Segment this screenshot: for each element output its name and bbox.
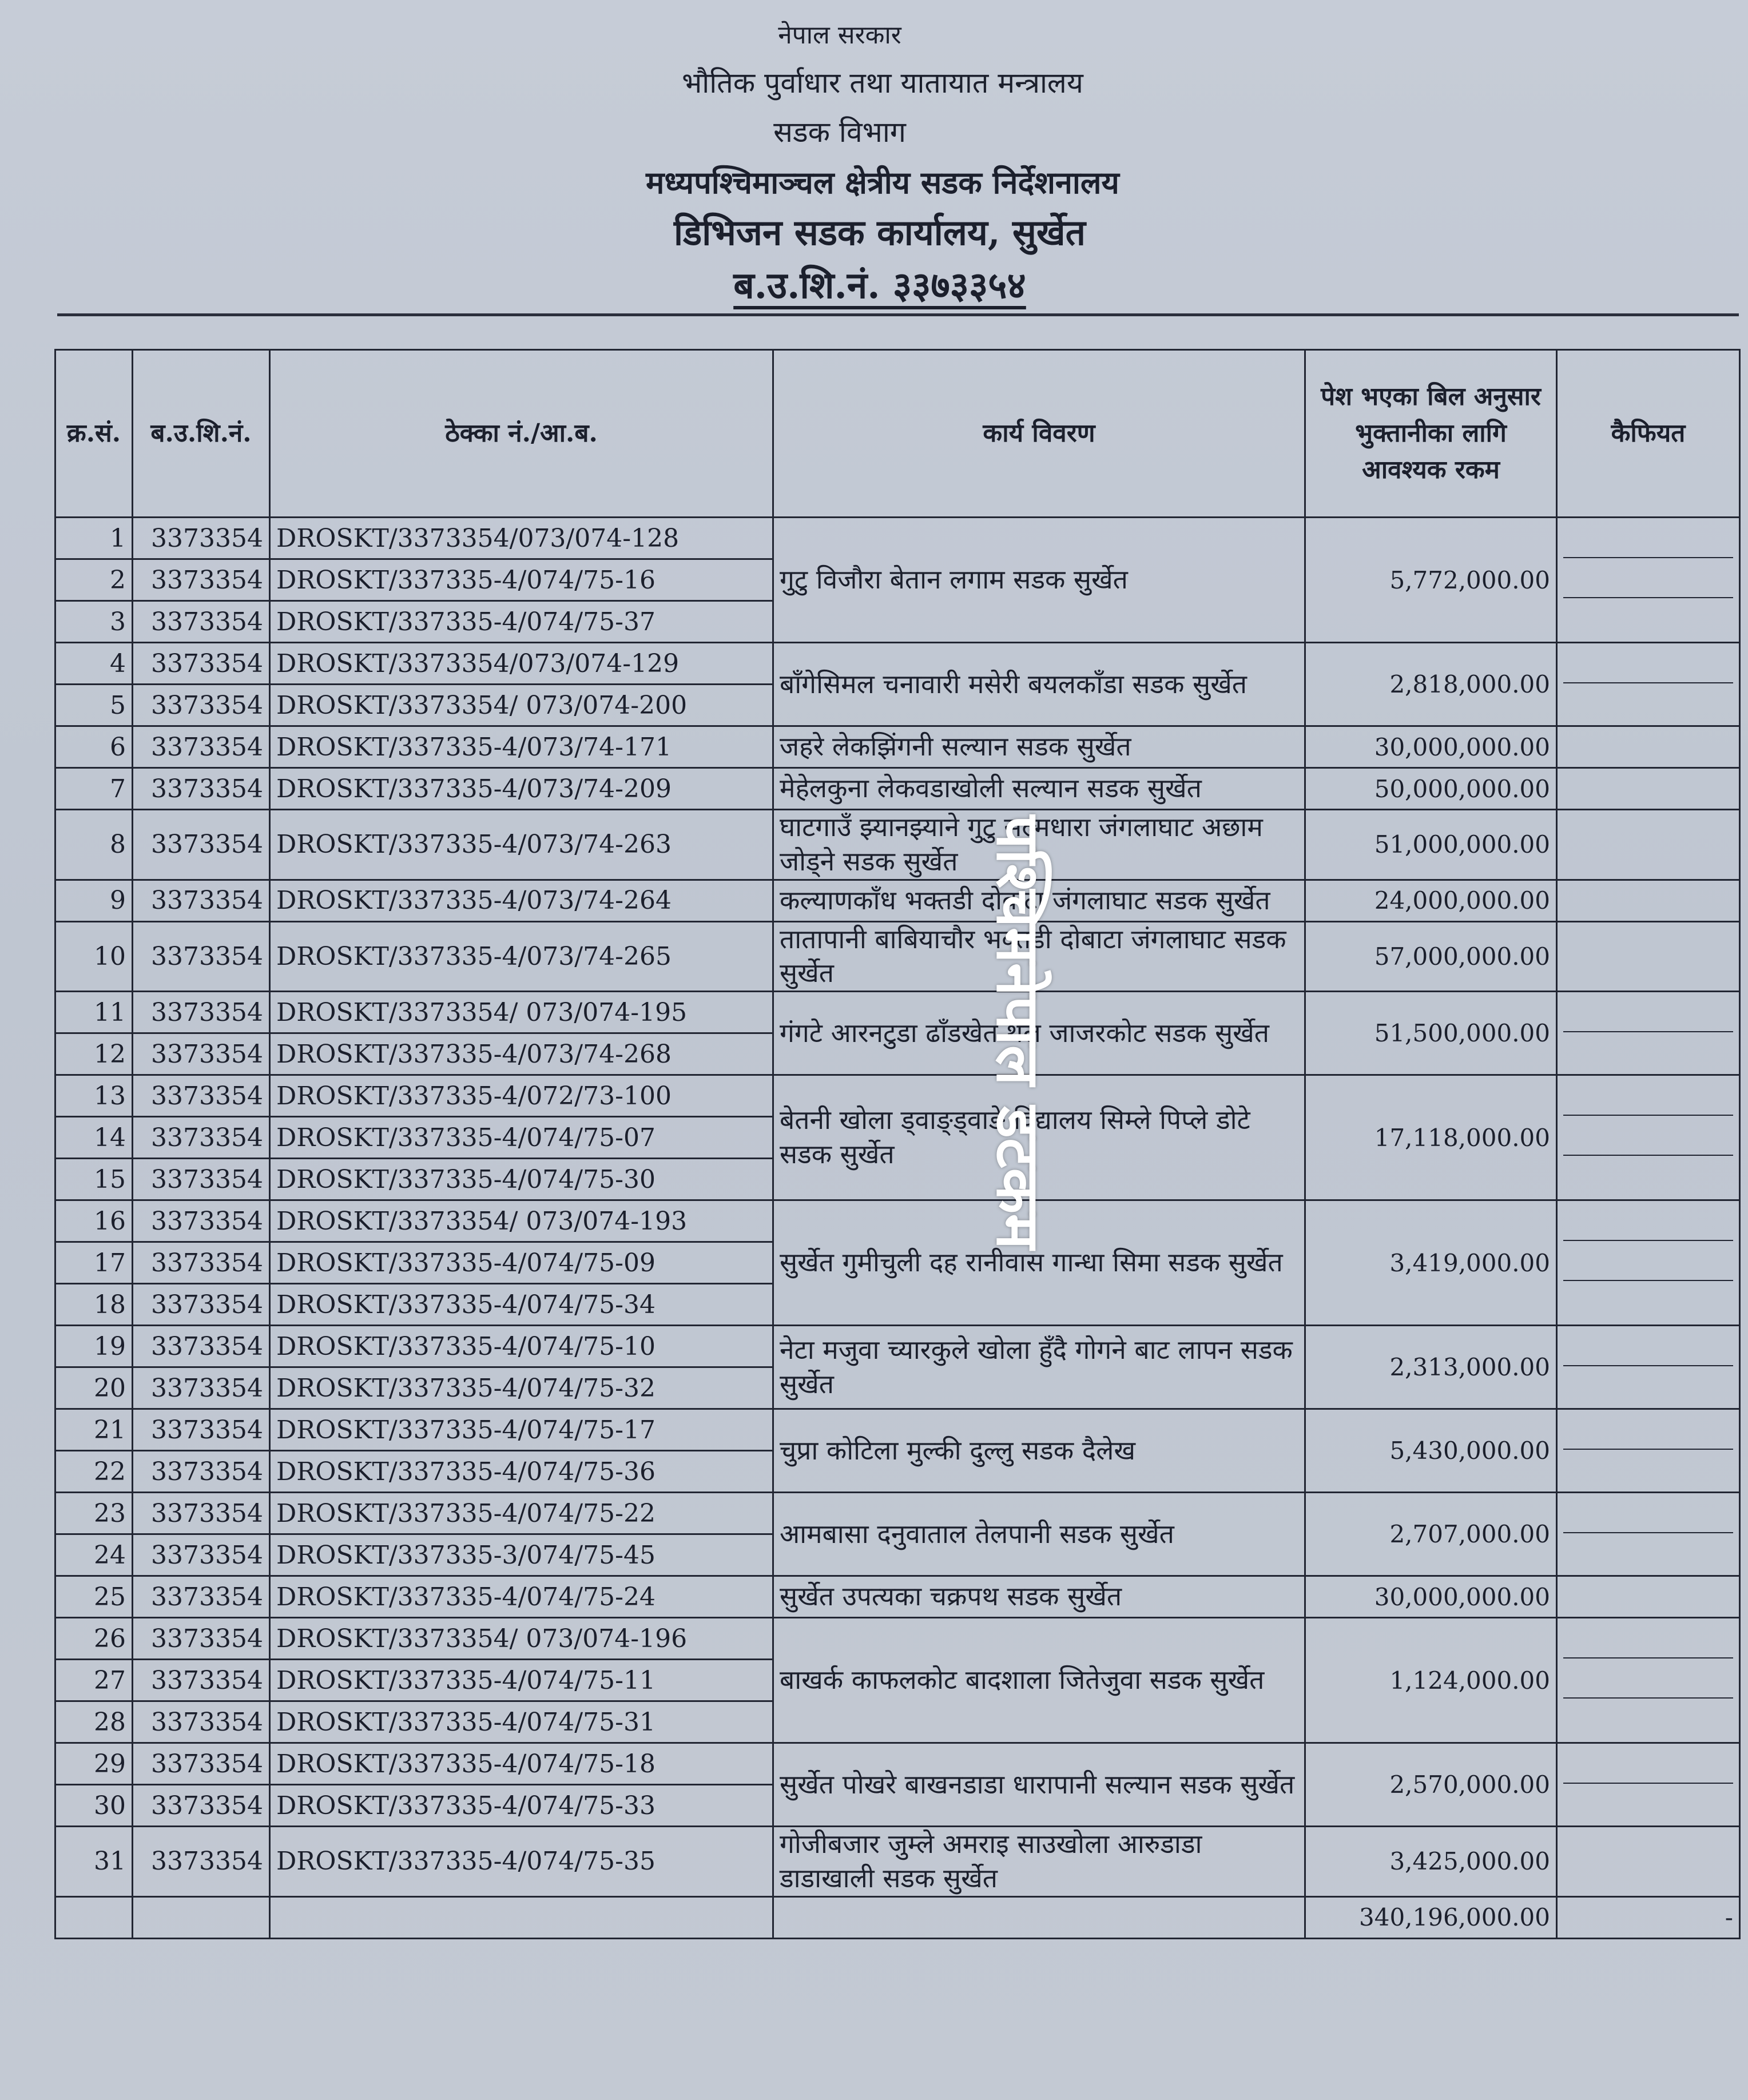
remarks-subcell <box>1563 1116 1733 1156</box>
contract-number-cell: DROSKT/337335-4/073/74-264 <box>270 880 773 921</box>
budget-code-cell: 3373354 <box>133 1701 270 1743</box>
table-row <box>55 768 1740 810</box>
remarks-cell <box>1557 921 1740 992</box>
work-description-cell: आमबासा दनुवाताल तेलपानी सडक सुर्खेत <box>773 1493 1305 1576</box>
remarks-cell <box>1557 1743 1740 1827</box>
header-divider <box>57 313 1739 316</box>
remarks-cell <box>1557 880 1740 921</box>
serial-number-cell: 18 <box>55 1284 133 1326</box>
serial-number-cell: 4 <box>55 643 133 685</box>
budget-code-cell: 3373354 <box>133 768 270 810</box>
amount-cell: 51,500,000.00 <box>1305 992 1557 1075</box>
header-contract-number: ठेक्का नं./आ.ब. <box>270 350 773 518</box>
contract-number-cell: DROSKT/337335-4/072/73-100 <box>270 1075 773 1117</box>
remarks-cell <box>1557 1326 1740 1409</box>
work-description-cell: बाँगेसिमल चनावारी मसेरी बयलकाँडा सडक सुर्खेत <box>773 643 1305 726</box>
amount-cell: 2,313,000.00 <box>1305 1326 1557 1409</box>
serial-number-cell: 31 <box>55 1827 133 1897</box>
remarks-subcell <box>1563 1699 1733 1739</box>
contract-number-cell: DROSKT/337335-4/073/74-265 <box>270 921 773 992</box>
table-row <box>55 1743 1740 1785</box>
work-description-cell: सुर्खेत उपत्यका चक्रपथ सडक सुर्खेत <box>773 1576 1305 1618</box>
header-budget-code: ब.उ.शि.नं. ३३७३३५४ <box>733 264 1026 307</box>
amount-cell: 3,425,000.00 <box>1305 1827 1557 1897</box>
budget-code-cell: 3373354 <box>133 1033 270 1075</box>
amount-cell: 3,419,000.00 <box>1305 1200 1557 1326</box>
work-description-cell: सुर्खेत पोखरे बाखनडाडा धारापानी सल्यान सडक सुर्खेत <box>773 1743 1305 1827</box>
budget-code-cell: 3373354 <box>133 1326 270 1367</box>
remarks-cell <box>1557 518 1740 643</box>
budget-code-cell: 3373354 <box>133 1284 270 1326</box>
serial-number-cell: 25 <box>55 1576 133 1618</box>
budget-code-cell: 3373354 <box>133 1493 270 1534</box>
work-description-cell: घाटगाउँ झ्यानझ्याने गुटु सल्मधारा जंगलाघाट अछाम जोड्ने सडक सुर्खेत <box>773 810 1305 880</box>
table-row <box>55 1409 1740 1451</box>
remarks-subcell <box>1563 1076 1733 1116</box>
work-description-cell: जहरे लेकझिंगनी सल्यान सडक सुर्खेत <box>773 726 1305 768</box>
budget-code-cell: 3373354 <box>133 1200 270 1242</box>
contract-number-cell: DROSKT/3373354/ 073/074-195 <box>270 992 773 1033</box>
serial-number-cell: 27 <box>55 1660 133 1701</box>
table-row <box>55 726 1740 768</box>
work-description-cell: गंगटे आरनटुडा ढाँडखेत थल जाजरकोट सडक सुर्खेत <box>773 992 1305 1075</box>
serial-number-cell: 10 <box>55 921 133 992</box>
remarks-cell <box>1557 768 1740 810</box>
header-department: सडक विभाग <box>773 116 906 149</box>
budget-code-cell: 3373354 <box>133 810 270 880</box>
header-serial-number: क्र.सं. <box>55 350 133 518</box>
table-row <box>55 810 1740 880</box>
budget-code-cell: 3373354 <box>133 1075 270 1117</box>
budget-code-cell: 3373354 <box>133 1618 270 1660</box>
header-government: नेपाल सरकार <box>778 21 901 50</box>
table-row <box>55 880 1740 921</box>
header-amount: पेश भएका बिल अनुसार भुक्तानीका लागि आवश्यक रकम <box>1305 350 1557 518</box>
remarks-subcell <box>1563 683 1733 723</box>
serial-number-cell: 15 <box>55 1159 133 1200</box>
payment-table <box>54 349 1741 1939</box>
remarks-subcell <box>1563 810 1733 850</box>
remarks-subcell <box>1563 643 1733 683</box>
contract-number-cell: DROSKT/337335-4/074/75-33 <box>270 1785 773 1827</box>
work-description-cell: गोजीबजार जुम्ले अमराइ साउखोला आरुडाडा डाडाखाली सडक सुर्खेत <box>773 1827 1305 1897</box>
budget-code-cell: 3373354 <box>133 685 270 726</box>
serial-number-cell: 28 <box>55 1701 133 1743</box>
table-row <box>55 1827 1740 1897</box>
table-row <box>55 1075 1740 1117</box>
serial-number-cell: 5 <box>55 685 133 726</box>
serial-number-cell: 7 <box>55 768 133 810</box>
remarks-subcell <box>1563 1366 1733 1406</box>
amount-cell: 17,118,000.00 <box>1305 1075 1557 1200</box>
table-row <box>55 1576 1740 1618</box>
budget-code-cell: 3373354 <box>133 1660 270 1701</box>
remarks-subcell <box>1563 1281 1733 1321</box>
table-body <box>55 518 1740 1897</box>
header-directorate: मध्यपश्चिमाञ्चल क्षेत्रीय सडक निर्देशनालय <box>646 164 1119 201</box>
amount-cell: 30,000,000.00 <box>1305 726 1557 768</box>
serial-number-cell: 16 <box>55 1200 133 1242</box>
header-budget-code: ब.उ.शि.नं. <box>133 350 270 518</box>
budget-code-cell: 3373354 <box>133 921 270 992</box>
contract-number-cell: DROSKT/337335-4/074/75-31 <box>270 1701 773 1743</box>
serial-number-cell: 26 <box>55 1618 133 1660</box>
serial-number-cell: 22 <box>55 1451 133 1493</box>
serial-number-cell: 8 <box>55 810 133 880</box>
remarks-subcell <box>1563 769 1733 809</box>
amount-cell: 50,000,000.00 <box>1305 768 1557 810</box>
amount-cell: 24,000,000.00 <box>1305 880 1557 921</box>
contract-number-cell: DROSKT/337335-4/074/75-10 <box>270 1326 773 1367</box>
remarks-subcell <box>1563 1658 1733 1699</box>
budget-code-cell: 3373354 <box>133 601 270 643</box>
contract-number-cell: DROSKT/337335-4/074/75-07 <box>270 1117 773 1159</box>
total-row <box>55 1896 1740 1938</box>
contract-number-cell: DROSKT/3373354/ 073/074-200 <box>270 685 773 726</box>
serial-number-cell: 3 <box>55 601 133 643</box>
budget-code-cell: 3373354 <box>133 726 270 768</box>
header-remarks: कैफियत <box>1557 350 1740 518</box>
total-amount: 340,196,000.00 <box>1305 1896 1557 1938</box>
remarks-subcell <box>1563 881 1733 921</box>
amount-cell: 5,430,000.00 <box>1305 1409 1557 1493</box>
contract-number-cell: DROSKT/337335-4/074/75-17 <box>270 1409 773 1451</box>
remarks-subcell <box>1563 1784 1733 1824</box>
contract-number-cell: DROSKT/337335-4/073/74-209 <box>270 768 773 810</box>
remarks-subcell <box>1563 1201 1733 1241</box>
work-description-cell: नेटा मजुवा च्यारकुले खोला हुँदै गोगने बाट लापन सडक सुर्खेत <box>773 1326 1305 1409</box>
serial-number-cell: 1 <box>55 518 133 559</box>
remarks-subcell <box>1563 1577 1733 1617</box>
remarks-subcell <box>1563 1827 1733 1867</box>
work-description-cell: गुटु विजौरा बेतान लगाम सडक सुर्खेत <box>773 518 1305 643</box>
remarks-subcell <box>1563 1326 1733 1366</box>
budget-code-cell: 3373354 <box>133 559 270 601</box>
header-office: डिभिजन सडक कार्यालय, सुर्खेत <box>674 212 1086 253</box>
contract-number-cell: DROSKT/337335-4/074/75-09 <box>270 1242 773 1284</box>
serial-number-cell: 11 <box>55 992 133 1033</box>
letterhead <box>0 21 1748 307</box>
budget-code-cell: 3373354 <box>133 992 270 1033</box>
work-description-cell: चुप्रा कोटिला मुल्की दुल्लु सडक दैलेख <box>773 1409 1305 1493</box>
table-row <box>55 1326 1740 1367</box>
work-description-cell: बेतनी खोला ड्वाङ्ड्वाङे विद्यालय सिम्ले पिप्ले डोटे सडक सुर्खेत <box>773 1075 1305 1200</box>
amount-cell: 2,570,000.00 <box>1305 1743 1557 1827</box>
budget-code-cell: 3373354 <box>133 1451 270 1493</box>
remarks-subcell <box>1563 1493 1733 1533</box>
remarks-subcell <box>1563 518 1733 558</box>
work-description-cell: बाखर्क काफलकोट बादशाला जितेजुवा सडक सुर्खेत <box>773 1618 1305 1743</box>
remarks-cell <box>1557 1075 1740 1200</box>
amount-cell: 1,124,000.00 <box>1305 1618 1557 1743</box>
remarks-subcell <box>1563 558 1733 598</box>
serial-number-cell: 17 <box>55 1242 133 1284</box>
remarks-subcell <box>1563 598 1733 638</box>
table-row <box>55 1493 1740 1534</box>
serial-number-cell: 13 <box>55 1075 133 1117</box>
serial-number-cell: 12 <box>55 1033 133 1075</box>
watermark: पश्चिमनेपाल डटकम <box>983 815 1053 1250</box>
contract-number-cell: DROSKT/337335-4/073/74-171 <box>270 726 773 768</box>
work-description-cell: कल्याणकाँध भक्तडी दोबाटा जंगलाघाट सडक सुर्खेत <box>773 880 1305 921</box>
contract-number-cell: DROSKT/337335-4/074/75-18 <box>270 1743 773 1785</box>
serial-number-cell: 6 <box>55 726 133 768</box>
remarks-subcell <box>1563 922 1733 962</box>
work-description-cell: तातापानी बाबियाचौर भक्तडी दोबाटा जंगलाघाट सडक सुर्खेत <box>773 921 1305 992</box>
remarks-cell <box>1557 643 1740 726</box>
remarks-subcell <box>1563 1744 1733 1784</box>
amount-cell: 5,772,000.00 <box>1305 518 1557 643</box>
amount-cell: 57,000,000.00 <box>1305 921 1557 992</box>
serial-number-cell: 14 <box>55 1117 133 1159</box>
total-empty-cell <box>773 1896 1305 1938</box>
total-empty-cell <box>55 1896 133 1938</box>
contract-number-cell: DROSKT/337335-4/074/75-32 <box>270 1367 773 1409</box>
remarks-cell <box>1557 1618 1740 1743</box>
total-empty-cell <box>270 1896 773 1938</box>
budget-code-cell: 3373354 <box>133 1367 270 1409</box>
amount-cell: 2,707,000.00 <box>1305 1493 1557 1576</box>
serial-number-cell: 23 <box>55 1493 133 1534</box>
contract-number-cell: DROSKT/3373354/ 073/074-193 <box>270 1200 773 1242</box>
budget-code-cell: 3373354 <box>133 1785 270 1827</box>
serial-number-cell: 2 <box>55 559 133 601</box>
contract-number-cell: DROSKT/337335-4/074/75-11 <box>270 1660 773 1701</box>
table-row <box>55 992 1740 1033</box>
budget-code-cell: 3373354 <box>133 518 270 559</box>
total-remark: - <box>1557 1896 1740 1938</box>
remarks-subcell <box>1563 1241 1733 1281</box>
contract-number-cell: DROSKT/337335-4/074/75-30 <box>270 1159 773 1200</box>
remarks-cell <box>1557 1576 1740 1618</box>
remarks-subcell <box>1563 992 1733 1032</box>
contract-number-cell: DROSKT/3373354/ 073/074-196 <box>270 1618 773 1660</box>
serial-number-cell: 20 <box>55 1367 133 1409</box>
budget-code-cell: 3373354 <box>133 1743 270 1785</box>
table-row <box>55 921 1740 992</box>
contract-number-cell: DROSKT/337335-4/074/75-35 <box>270 1827 773 1897</box>
contract-number-cell: DROSKT/337335-4/074/75-36 <box>270 1451 773 1493</box>
contract-number-cell: DROSKT/337335-3/074/75-45 <box>270 1534 773 1576</box>
contract-number-cell: DROSKT/337335-4/074/75-37 <box>270 601 773 643</box>
budget-code-cell: 3373354 <box>133 1534 270 1576</box>
work-description-cell: मेहेलकुना लेकवडाखोली सल्यान सडक सुर्खेत <box>773 768 1305 810</box>
table-row <box>55 1618 1740 1660</box>
remarks-cell <box>1557 992 1740 1075</box>
table-header-row <box>55 350 1740 518</box>
amount-cell: 2,818,000.00 <box>1305 643 1557 726</box>
budget-code-cell: 3373354 <box>133 1242 270 1284</box>
remarks-cell <box>1557 810 1740 880</box>
contract-number-cell: DROSKT/337335-4/073/74-268 <box>270 1033 773 1075</box>
budget-code-cell: 3373354 <box>133 1409 270 1451</box>
contract-number-cell: DROSKT/337335-4/074/75-22 <box>270 1493 773 1534</box>
work-description-cell: सुर्खेत गुमीचुली दह रानीवास गान्धा सिमा सडक सुर्खेत <box>773 1200 1305 1326</box>
remarks-cell <box>1557 1493 1740 1576</box>
budget-code-cell: 3373354 <box>133 1827 270 1897</box>
remarks-cell <box>1557 726 1740 768</box>
contract-number-cell: DROSKT/337335-4/074/75-16 <box>270 559 773 601</box>
contract-number-cell: DROSKT/3373354/073/074-128 <box>270 518 773 559</box>
serial-number-cell: 30 <box>55 1785 133 1827</box>
remarks-subcell <box>1563 727 1733 767</box>
table-row <box>55 643 1740 685</box>
contract-number-cell: DROSKT/337335-4/073/74-263 <box>270 810 773 880</box>
header-work-description: कार्य विवरण <box>773 350 1305 518</box>
remarks-subcell <box>1563 1533 1733 1573</box>
remarks-cell <box>1557 1827 1740 1897</box>
contract-number-cell: DROSKT/337335-4/074/75-24 <box>270 1576 773 1618</box>
serial-number-cell: 29 <box>55 1743 133 1785</box>
remarks-subcell <box>1563 1618 1733 1658</box>
remarks-cell <box>1557 1409 1740 1493</box>
budget-code-cell: 3373354 <box>133 1159 270 1200</box>
serial-number-cell: 9 <box>55 880 133 921</box>
total-empty-cell <box>133 1896 270 1938</box>
table-row <box>55 1200 1740 1242</box>
budget-code-cell: 3373354 <box>133 643 270 685</box>
remarks-subcell <box>1563 1450 1733 1490</box>
remarks-cell <box>1557 1200 1740 1326</box>
budget-code-cell: 3373354 <box>133 1576 270 1618</box>
remarks-subcell <box>1563 1032 1733 1072</box>
remarks-subcell <box>1563 1156 1733 1196</box>
remarks-subcell <box>1563 1410 1733 1450</box>
serial-number-cell: 19 <box>55 1326 133 1367</box>
budget-code-cell: 3373354 <box>133 1117 270 1159</box>
contract-number-cell: DROSKT/337335-4/074/75-34 <box>270 1284 773 1326</box>
table-row <box>55 518 1740 559</box>
contract-number-cell: DROSKT/3373354/073/074-129 <box>270 643 773 685</box>
serial-number-cell: 21 <box>55 1409 133 1451</box>
amount-cell: 30,000,000.00 <box>1305 1576 1557 1618</box>
amount-cell: 51,000,000.00 <box>1305 810 1557 880</box>
header-ministry: भौतिक पुर्वाधार तथा यातायात मन्त्रालय <box>682 66 1083 100</box>
budget-code-cell: 3373354 <box>133 880 270 921</box>
serial-number-cell: 24 <box>55 1534 133 1576</box>
